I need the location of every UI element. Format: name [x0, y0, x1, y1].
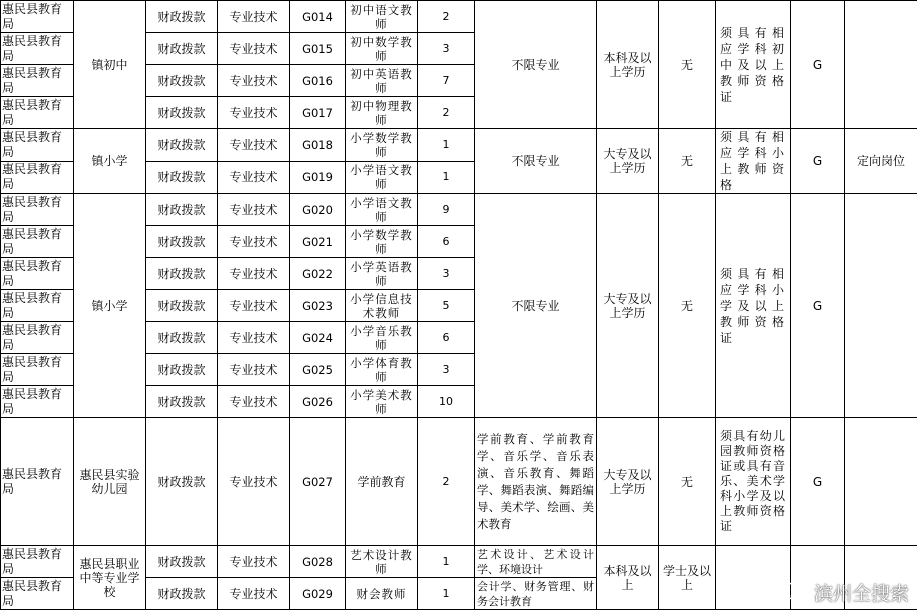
code-cell: G024	[290, 322, 346, 354]
cat-cell: G	[791, 418, 845, 546]
fund-cell: 财政拨款	[146, 322, 218, 354]
org-cell: 惠民县教育局	[1, 546, 74, 578]
degree-cell: 学士及以上	[659, 546, 716, 610]
major-cell: 不限专业	[475, 129, 597, 194]
org-cell: 惠民县教育局	[1, 65, 74, 97]
num-cell: 2	[418, 1, 475, 33]
edu-cell: 大专及以上学历	[597, 418, 659, 546]
org-cell: 惠民县教育局	[1, 194, 74, 226]
edu-cell: 本科及以上学历	[597, 1, 659, 129]
unit-cell: 镇小学	[74, 194, 146, 418]
note-cell	[845, 1, 917, 129]
table-row	[1, 194, 917, 226]
fund-cell: 财政拨款	[146, 194, 218, 226]
num-cell: 7	[418, 65, 475, 97]
post-cell: 小学体育教师	[346, 354, 418, 386]
edu-cell: 本科及以上	[597, 546, 659, 610]
num-cell: 6	[418, 322, 475, 354]
org-cell: 惠民县教育局	[1, 386, 74, 418]
type-cell: 专业技术	[218, 546, 290, 578]
num-cell: 1	[418, 578, 475, 610]
org-cell: 惠民县教育局	[1, 354, 74, 386]
type-cell: 专业技术	[218, 65, 290, 97]
wechat-icon	[782, 582, 808, 604]
degree-cell: 无	[659, 129, 716, 194]
org-cell: 惠民县教育局	[1, 418, 74, 546]
fund-cell: 财政拨款	[146, 546, 218, 578]
num-cell: 3	[418, 354, 475, 386]
post-cell: 小学信息技术教师	[346, 290, 418, 322]
type-cell: 专业技术	[218, 418, 290, 546]
type-cell: 专业技术	[218, 161, 290, 194]
post-cell: 小学英语教师	[346, 258, 418, 290]
note-cell	[845, 418, 917, 546]
type-cell: 专业技术	[218, 194, 290, 226]
cat-cell: G	[791, 194, 845, 418]
type-cell: 专业技术	[218, 97, 290, 129]
fund-cell: 财政拨款	[146, 418, 218, 546]
post-cell: 初中语文教师	[346, 1, 418, 33]
req-cell	[716, 546, 791, 610]
major-cell: 会计学、财务管理、财务会计教育	[475, 578, 597, 610]
org-cell: 惠民县教育局	[1, 129, 74, 162]
type-cell: 专业技术	[218, 33, 290, 65]
type-cell: 专业技术	[218, 354, 290, 386]
cat-cell: G	[791, 1, 845, 129]
post-cell: 初中英语教师	[346, 65, 418, 97]
code-cell: G016	[290, 65, 346, 97]
post-cell: 初中物理教师	[346, 97, 418, 129]
code-cell: G014	[290, 1, 346, 33]
edu-cell: 大专及以上学历	[597, 129, 659, 194]
req-cell: 须具有相应学科小上教师资格	[716, 129, 791, 194]
fund-cell: 财政拨款	[146, 97, 218, 129]
num-cell: 5	[418, 290, 475, 322]
fund-cell: 财政拨款	[146, 578, 218, 610]
num-cell: 2	[418, 418, 475, 546]
post-cell: 小学音乐教师	[346, 322, 418, 354]
degree-cell: 无	[659, 1, 716, 129]
watermark-text: 滨州全搜索	[813, 583, 909, 605]
table-row	[1, 1, 917, 33]
org-cell: 惠民县教育局	[1, 578, 74, 610]
code-cell: G015	[290, 33, 346, 65]
fund-cell: 财政拨款	[146, 226, 218, 258]
fund-cell: 财政拨款	[146, 258, 218, 290]
major-cell: 不限专业	[475, 194, 597, 418]
code-cell: G029	[290, 578, 346, 610]
code-cell: G022	[290, 258, 346, 290]
type-cell: 专业技术	[218, 386, 290, 418]
org-cell: 惠民县教育局	[1, 97, 74, 129]
req-cell: 须具有相应学科小学及以上教师资格证	[716, 194, 791, 418]
org-cell: 惠民县教育局	[1, 33, 74, 65]
edu-cell: 大专及以上学历	[597, 194, 659, 418]
code-cell: G027	[290, 418, 346, 546]
org-cell: 惠民县教育局	[1, 258, 74, 290]
unit-cell: 镇初中	[74, 1, 146, 129]
fund-cell: 财政拨款	[146, 33, 218, 65]
unit-cell: 惠民县职业中等专业学校	[74, 546, 146, 610]
org-cell: 惠民县教育局	[1, 290, 74, 322]
degree-cell: 无	[659, 418, 716, 546]
num-cell: 1	[418, 161, 475, 194]
type-cell: 专业技术	[218, 258, 290, 290]
code-cell: G026	[290, 386, 346, 418]
post-cell: 财会教师	[346, 578, 418, 610]
num-cell: 1	[418, 546, 475, 578]
type-cell: 专业技术	[218, 578, 290, 610]
code-cell: G023	[290, 290, 346, 322]
table-row	[1, 418, 917, 546]
note-cell: 定向岗位	[845, 129, 917, 194]
major-cell: 学前教育、学前教育学、音乐学、音乐表演、音乐教育、舞蹈学、舞蹈表演、舞蹈编导、美术学、绘画、美术教育	[475, 418, 597, 546]
post-cell: 初中数学教师	[346, 33, 418, 65]
code-cell: G025	[290, 354, 346, 386]
post-cell: 艺术设计教师	[346, 546, 418, 578]
org-cell: 惠民县教育局	[1, 1, 74, 33]
fund-cell: 财政拨款	[146, 129, 218, 162]
major-cell: 不限专业	[475, 1, 597, 129]
num-cell: 3	[418, 33, 475, 65]
post-cell: 小学语文教师	[346, 194, 418, 226]
code-cell: G017	[290, 97, 346, 129]
code-cell: G028	[290, 546, 346, 578]
fund-cell: 财政拨款	[146, 161, 218, 194]
post-cell: 学前教育	[346, 418, 418, 546]
post-cell: 小学美术教师	[346, 386, 418, 418]
num-cell: 10	[418, 386, 475, 418]
num-cell: 9	[418, 194, 475, 226]
post-cell: 小学数学教师	[346, 129, 418, 162]
degree-cell: 无	[659, 194, 716, 418]
type-cell: 专业技术	[218, 1, 290, 33]
type-cell: 专业技术	[218, 226, 290, 258]
org-cell: 惠民县教育局	[1, 161, 74, 194]
watermark	[782, 579, 909, 606]
post-cell: 小学语文教师	[346, 161, 418, 194]
table-row	[1, 546, 917, 578]
unit-cell: 惠民县实验幼儿园	[74, 418, 146, 546]
code-cell: G021	[290, 226, 346, 258]
table-row	[1, 129, 917, 162]
fund-cell: 财政拨款	[146, 386, 218, 418]
code-cell: G020	[290, 194, 346, 226]
fund-cell: 财政拨款	[146, 290, 218, 322]
note-cell	[845, 194, 917, 418]
num-cell: 1	[418, 129, 475, 162]
req-cell: 须具有幼儿园教师资格证或具有音乐、美术学科小学及以上教师资格证	[716, 418, 791, 546]
num-cell: 3	[418, 258, 475, 290]
org-cell: 惠民县教育局	[1, 322, 74, 354]
req-cell: 须具有相应学科初中及以上教师资格证	[716, 1, 791, 129]
major-cell: 艺术设计、艺术设计学、环境设计	[475, 546, 597, 578]
num-cell: 6	[418, 226, 475, 258]
post-cell: 小学数学教师	[346, 226, 418, 258]
num-cell: 2	[418, 97, 475, 129]
code-cell: G019	[290, 161, 346, 194]
unit-cell: 镇小学	[74, 129, 146, 194]
fund-cell: 财政拨款	[146, 1, 218, 33]
type-cell: 专业技术	[218, 129, 290, 162]
org-cell: 惠民县教育局	[1, 226, 74, 258]
code-cell: G018	[290, 129, 346, 162]
type-cell: 专业技术	[218, 290, 290, 322]
type-cell: 专业技术	[218, 322, 290, 354]
fund-cell: 财政拨款	[146, 65, 218, 97]
cat-cell: G	[791, 129, 845, 194]
fund-cell: 财政拨款	[146, 354, 218, 386]
